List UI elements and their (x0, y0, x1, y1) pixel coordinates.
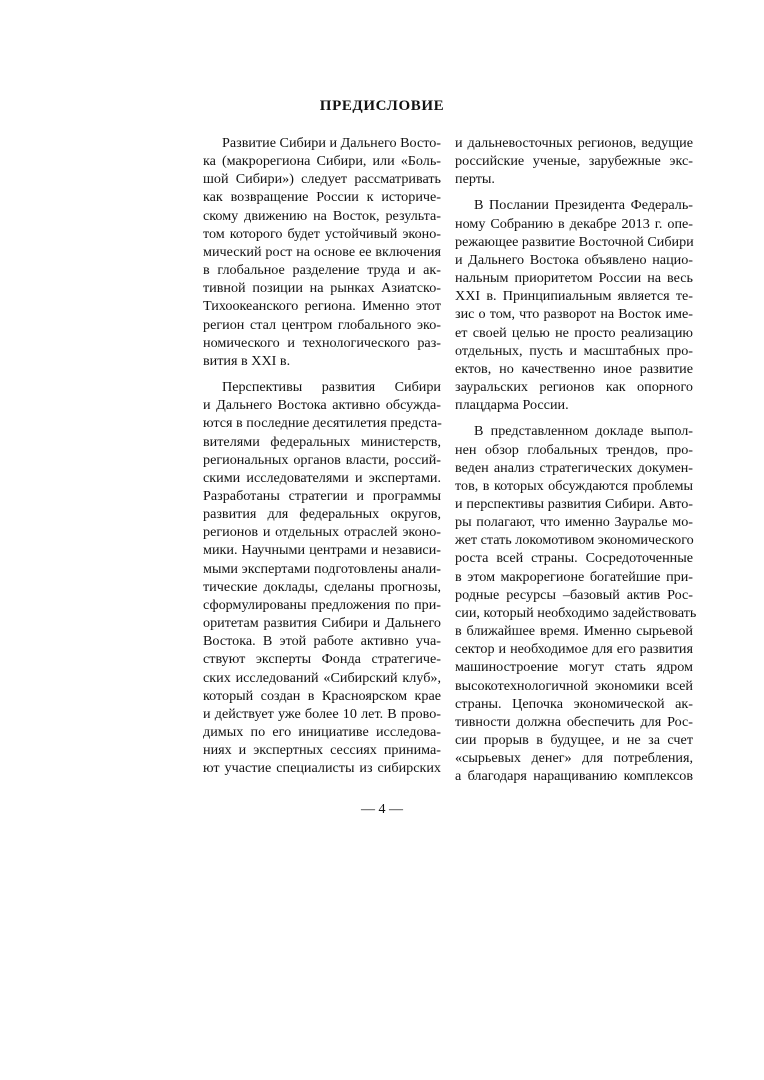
text-line: в ближайшее время. Именно сырьевой (455, 623, 693, 640)
page-number: — 4 — (361, 802, 403, 817)
text-line: Востока. В этой работе активно уча- (203, 633, 441, 650)
text-line: сии прорыв в будущее, и не за счет (455, 732, 693, 748)
text-line: роста всей страны. Сосредоточенные (455, 550, 693, 567)
text-line: ка (макрорегиона Сибири, или «Боль- (203, 153, 441, 170)
text-line: ектов, но качественно иное развитие (455, 360, 693, 377)
text-line: тивной позиции на рынках Азиатско- (203, 280, 441, 297)
text-line: родные ресурсы –базовый актив Рос- (455, 586, 693, 603)
text-line: шой Сибири») следует рассматривать (203, 171, 441, 188)
text-line: скими исследователями и экспертами. (203, 469, 441, 486)
text-line: регионов и отдельных отраслей эконо- (203, 524, 441, 541)
text-line: машиностроение могут стать ядром (455, 659, 693, 676)
text-line: ют участие специалисты из сибирских (203, 760, 441, 777)
text-line: развития для федеральных округов, (203, 506, 441, 523)
text-line: сформулированы предложения по при- (203, 596, 441, 613)
text-line: мыми экспертами подготовлены анали- (203, 560, 441, 577)
text-line: отдельных, пусть и масштабных про- (455, 342, 693, 359)
left-text-column (203, 134, 441, 777)
text-line: Разработаны стратегии и программы (203, 487, 441, 504)
text-line: ет своей целью не просто реализацию (455, 324, 693, 341)
text-line: «сырьевых денег» для потребления, (455, 750, 693, 767)
text-line: жет стать локомотивом экономического (455, 532, 694, 549)
text-line: Перспективы развития Сибири (222, 379, 441, 396)
text-line: плацдарма России. (455, 397, 569, 414)
text-line: нальным приоритетом России на весь (455, 270, 693, 287)
text-line: мики. Научными центрами и независи- (203, 542, 441, 559)
text-line: тов, в которых обсуждаются проблемы (455, 477, 693, 494)
text-line: перты. (455, 171, 495, 188)
text-line: ских исследований «Сибирский клуб», (203, 669, 441, 686)
text-line: Развитие Сибири и Дальнего Восто- (222, 135, 441, 151)
text-line: и Дальнего Востока объявлено нацио- (455, 251, 693, 268)
text-line: димых по его инициативе исследова- (203, 724, 441, 740)
text-line: вителями федеральных министерств, (203, 433, 441, 450)
text-line: российские ученые, зарубежные экс- (455, 153, 693, 170)
text-line: зис о том, что разворот на Восток име- (455, 306, 693, 323)
text-line: Тихоокеанского региона. Именно этот (203, 298, 441, 315)
text-line: в глобальное разделение труда и ак- (203, 262, 441, 279)
right-text-column (455, 134, 697, 785)
text-line: и действует уже более 10 лет. В прово- (203, 705, 441, 722)
text-line: том которого будет устойчивый эконо- (203, 225, 441, 242)
text-line: и дальневосточных регионов, ведущие (455, 135, 693, 151)
text-line: региональных органов власти, россий- (203, 451, 441, 468)
text-line: тивности должна обеспечить для Рос- (455, 713, 693, 730)
text-line: В Послании Президента Федераль- (474, 197, 693, 214)
text-line: зауральских регионов как опорного (455, 379, 693, 396)
text-line: который создан в Красноярском крае (203, 687, 441, 704)
text-line: в этом макрорегионе богатейшие при- (455, 568, 693, 585)
text-line: мический рост на основе ее включения (203, 243, 441, 260)
text-line: и Дальнего Востока активно обсужда- (203, 397, 441, 414)
text-line: ниях и экспертных сессиях принима- (203, 742, 441, 759)
text-line: сии, который необходимо задействовать (455, 604, 697, 621)
text-line: тические доклады, сделаны прогнозы, (203, 578, 441, 595)
text-line: сектор и необходимое для его развития (455, 641, 693, 658)
text-line: В представленном докладе выпол- (474, 423, 693, 440)
text-line: скому движению на Восток, результа- (203, 207, 441, 224)
text-line: нен обзор глобальных трендов, про- (455, 441, 693, 458)
text-line: высокотехнологичной экономики всей (455, 677, 693, 694)
text-line: страны. Цепочка экономической ак- (455, 695, 693, 712)
text-line: ствуют эксперты Фонда стратегиче- (203, 651, 441, 668)
text-line: вития в XXI в. (203, 352, 291, 369)
text-line: регион стал центром глобального эко- (203, 316, 441, 333)
text-line: и перспективы развития Сибири. Авто- (455, 495, 693, 512)
text-line: а благодаря наращиванию комплексов (455, 768, 693, 785)
text-line: оритетам развития Сибири и Дальнего (203, 615, 441, 632)
text-line: ются в последние десятилетия предста- (203, 415, 442, 432)
text-line: как возвращение России к историче- (203, 189, 441, 206)
text-line: ному Собранию в декабре 2013 г. опе- (455, 215, 693, 232)
text-line: номического и технологического раз- (203, 334, 441, 351)
page-heading: ПРЕДИСЛОВИЕ (319, 98, 445, 114)
text-line: ры полагают, что именно Зауралье мо- (455, 514, 693, 531)
text-line: XXI в. Принципиальным является те- (455, 288, 693, 305)
text-line: веден анализ стратегических докумен- (455, 459, 693, 476)
text-line: режающее развитие Восточной Сибири (455, 233, 694, 250)
